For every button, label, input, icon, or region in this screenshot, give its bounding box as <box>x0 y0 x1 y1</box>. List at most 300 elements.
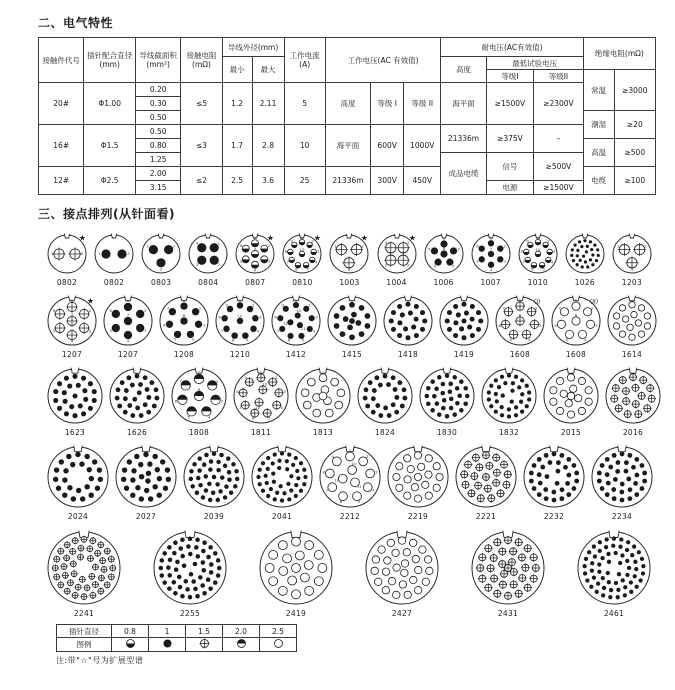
connector-1419 <box>436 290 492 359</box>
ins-val-hot: ≥500 <box>614 139 655 167</box>
pin-number: 2 <box>311 238 315 244</box>
keyway-notch <box>319 368 327 374</box>
pin-number: 3 <box>88 328 91 334</box>
ws-power: 电源 <box>486 181 533 195</box>
connector-2015 <box>540 362 602 437</box>
pin-number: 8 <box>197 387 201 393</box>
connector-1808 <box>168 362 230 437</box>
pin-number: 6 <box>109 308 112 314</box>
connector-2241 <box>44 525 124 618</box>
connector-label: 1415 <box>341 350 363 359</box>
pin-number: 10 <box>296 308 302 314</box>
pin-number: 2 <box>535 305 538 311</box>
pin-number: 3 <box>630 266 634 272</box>
pin-number: 4 <box>70 338 74 344</box>
legend-symbol-0.8 <box>112 638 149 652</box>
contact-arrangement-area <box>38 228 659 618</box>
legend-dia-5: 2.5 <box>260 625 297 638</box>
keyway-notch <box>349 296 356 301</box>
star-icon: ★ <box>267 233 275 243</box>
pin-number: 6 <box>251 415 255 421</box>
pin-number: 1 <box>259 369 263 375</box>
pin-number: 7 <box>220 328 224 334</box>
connector-label: 1003 <box>339 278 360 287</box>
connector-label: 1007 <box>480 278 501 287</box>
contact-row-4 <box>44 440 655 521</box>
connector-face <box>168 362 230 427</box>
pin-number: 7 <box>502 305 505 311</box>
legend-dia-2: 1 <box>149 625 186 638</box>
connector-1004 <box>374 228 420 287</box>
connector-face <box>326 228 372 277</box>
pin-number: 4 <box>315 259 318 265</box>
electrical-characteristics-table <box>38 37 656 195</box>
connector-face <box>256 525 336 608</box>
keyway-notch <box>461 296 468 301</box>
pin-number: 3 <box>552 248 556 254</box>
cell-cur-12: 25 <box>284 167 325 195</box>
pin-number: 5 <box>306 266 310 272</box>
connector-face <box>100 290 156 349</box>
pin-number: 6 <box>554 322 557 328</box>
cell-cur-20: 5 <box>284 83 325 125</box>
pin-number: 6 <box>287 337 291 343</box>
pin-diameter-legend-table <box>56 624 297 652</box>
pin-number: 1 <box>489 235 492 241</box>
connector-face <box>44 362 106 427</box>
pin-number: 2 <box>365 453 369 459</box>
keyway-notch <box>582 234 588 238</box>
star-icon: ★ <box>86 296 95 306</box>
keyway-notch <box>185 531 195 538</box>
ws-val-21336-1: ≥375V <box>486 125 533 153</box>
pin-number: 1 <box>294 297 298 303</box>
cell-area-16-3: 1.25 <box>135 153 180 167</box>
pin-number: 1 <box>98 251 101 257</box>
pin-number: 12 <box>334 477 340 483</box>
pin-number: 4 <box>207 414 211 420</box>
connector-face <box>156 290 212 349</box>
pin-number: 7 <box>325 487 329 493</box>
cell-area-20-1: 0.20 <box>135 83 180 97</box>
connector-2016 <box>602 362 664 437</box>
pin-number: 1 <box>126 298 130 304</box>
pin-number: 7 <box>489 246 492 252</box>
connector-face <box>452 440 520 511</box>
connector-2219 <box>384 440 452 521</box>
star-icon: ★ <box>78 233 86 243</box>
connector-1626 <box>106 362 168 437</box>
cell-dia-20: Φ1.00 <box>84 83 136 125</box>
keyway-notch <box>205 234 211 238</box>
pin-number: 7 <box>166 305 170 311</box>
pin-number: 8 <box>518 312 522 318</box>
pin-number: 6 <box>530 266 534 272</box>
pin-number: 11 <box>254 404 260 410</box>
pin-number: 2 <box>308 302 311 308</box>
connector-face <box>44 228 90 277</box>
connector-label: 1026 <box>574 278 595 287</box>
pin-number: 5 <box>357 499 361 505</box>
connector-2027 <box>112 440 180 521</box>
connector-label: 0802 <box>103 278 125 287</box>
pin-number: 8 <box>284 248 288 254</box>
pin-number: 4 <box>191 336 195 342</box>
connector-label: 2212 <box>339 512 361 521</box>
pin-number: 2 <box>217 261 221 267</box>
pin-number: 2 <box>144 308 147 314</box>
pin-number: 4 <box>371 487 375 493</box>
keyway-notch <box>64 234 70 238</box>
connector-1811 <box>230 362 292 437</box>
pin-number: 2 <box>127 251 130 257</box>
pin-number: 10 <box>299 247 305 253</box>
connector-label: 1210 <box>229 350 251 359</box>
ws-cable: 成品电缆 <box>441 153 486 195</box>
pin-number: 2 <box>252 302 255 308</box>
connector-label: 2241 <box>73 609 95 618</box>
pin-number: 1 <box>348 447 352 453</box>
pin-number: 1 <box>197 369 201 375</box>
keyway-notch <box>142 446 151 452</box>
connector-face <box>384 440 452 511</box>
connector-1832 <box>478 362 540 437</box>
pin-number: 2 <box>547 238 550 244</box>
pin-number: 7 <box>276 328 280 334</box>
pin-number: 5 <box>187 414 191 420</box>
cell-min-20: 1.2 <box>222 83 252 125</box>
connector-label: 2431 <box>497 609 519 618</box>
contact-row-5 <box>44 525 655 618</box>
section2-title: 二、电气特性 <box>38 16 114 30</box>
cell-area-12-2: 3.15 <box>135 181 180 195</box>
connector-label: 1418 <box>397 350 419 359</box>
pin-number: 8 <box>322 469 325 475</box>
wv-subheader-altitude: 高度 <box>325 83 370 125</box>
col-header-area: 导线截面积(mm²) <box>135 38 180 83</box>
connector-face <box>478 362 540 427</box>
connector-face <box>540 362 602 427</box>
wv-val-sea-2: 1000V <box>404 125 441 167</box>
connector-label: 2461 <box>603 609 625 618</box>
pin-number: 9 <box>244 374 247 380</box>
ins-val-humid: ≥20 <box>614 111 655 139</box>
pin-number: 6 <box>162 322 166 328</box>
subheader-test-grade2: 等级II <box>534 70 584 83</box>
connector-label: 1208 <box>173 350 195 359</box>
connector-face <box>248 440 316 511</box>
pin-number: 9 <box>225 302 228 308</box>
connector-label: 2219 <box>407 512 429 521</box>
pin-number: 7 <box>70 312 74 318</box>
connector-label: 2016 <box>622 428 644 437</box>
pin-number: 3 <box>315 314 318 320</box>
connector-label: 1824 <box>374 428 396 437</box>
pin-number: 2 <box>268 243 271 249</box>
variant-mark: (II) <box>589 298 599 306</box>
pin-number: 2 <box>591 305 594 311</box>
contact-row-2 <box>44 290 655 359</box>
ws-signal-val: ≥500V <box>534 153 584 181</box>
connector-label: 1010 <box>527 278 548 287</box>
keyway-notch <box>414 446 423 452</box>
pin-number: 2 <box>88 307 91 313</box>
pin-number: 7 <box>286 259 290 265</box>
connector-face <box>150 525 230 608</box>
legend-symbol-2.5 <box>260 638 297 652</box>
pin-number: 5 <box>240 259 243 265</box>
connector-face <box>268 290 324 349</box>
keyway-notch <box>111 234 117 238</box>
connector-label: 1419 <box>453 350 475 359</box>
subheader-altitude2: 高度 <box>441 57 486 83</box>
connector-face <box>230 362 292 427</box>
col-header-withstand-voltage: 耐电压(AC有效值) <box>441 38 583 57</box>
connector-1207 <box>100 290 156 359</box>
pin-number: 6 <box>174 398 178 404</box>
connector-label: 1004 <box>386 278 407 287</box>
pin-number: 6 <box>498 322 501 328</box>
pin-number: 6 <box>295 266 298 272</box>
contact-row-3 <box>44 362 655 437</box>
variant-mark: (I) <box>533 298 541 306</box>
connector-face <box>112 440 180 511</box>
wv-val-21336-2: 450V <box>404 167 441 195</box>
cell-code-12: 12# <box>39 167 84 195</box>
pin-number: 8 <box>574 312 578 318</box>
connector-0810 <box>279 228 325 287</box>
keyway-notch <box>381 368 389 374</box>
pin-number: 2 <box>275 374 278 380</box>
connector-label: 2232 <box>543 512 565 521</box>
pin-number: 3 <box>503 259 506 265</box>
keyway-notch <box>405 296 412 301</box>
connector-label: 2015 <box>560 428 582 437</box>
connector-1026 <box>562 228 608 287</box>
legend-symbol-1 <box>149 638 186 652</box>
connector-2427 <box>362 525 442 618</box>
ins-key-normal: 常温 <box>583 70 614 111</box>
connector-label: 1811 <box>250 428 272 437</box>
col-header-dia: 插针配合直径(mm) <box>84 38 136 83</box>
pin-number: 3 <box>159 266 163 272</box>
connector-label: 1623 <box>64 428 86 437</box>
pin-number: 4 <box>312 328 316 334</box>
pin-number: 1 <box>146 243 150 249</box>
pin-number: 1 <box>518 297 522 303</box>
star-icon: ★ <box>361 233 369 243</box>
connector-label: 1207 <box>61 350 83 359</box>
pin-number: 10 <box>262 381 268 387</box>
pin-number: 2 <box>406 262 409 268</box>
connector-face <box>436 290 492 349</box>
pin-number: 5 <box>173 336 177 342</box>
connector-label: 2255 <box>179 609 201 618</box>
pin-number: 4 <box>196 240 199 246</box>
pin-number: 1 <box>574 297 578 303</box>
wv-subheader-grade2: 等级 II <box>404 83 441 125</box>
wv-val-21336-1: 300V <box>371 167 404 195</box>
ins-key-humid: 潮湿 <box>583 111 614 139</box>
connector-label: 1832 <box>498 428 520 437</box>
pin-number: 5 <box>542 266 545 272</box>
pin-number: 10 <box>535 247 541 253</box>
pin-number: 12 <box>283 320 289 326</box>
pin-number: 3 <box>283 389 286 395</box>
connector-0802 <box>91 228 137 287</box>
pin-number: 7 <box>558 305 561 311</box>
cell-area-20-3: 0.50 <box>135 111 180 125</box>
connector-1608-8 <box>492 290 548 359</box>
cell-res-16: ≤3 <box>181 125 222 167</box>
pin-number: 2 <box>503 243 506 249</box>
ins-key-hot: 高温 <box>583 139 614 167</box>
connector-face <box>185 228 231 277</box>
subheader-min: 最小 <box>222 57 252 83</box>
legend-symbol-2.0 <box>223 638 260 652</box>
legend-dia-4: 2.0 <box>223 625 260 638</box>
pin-number: 8 <box>218 314 221 320</box>
pin-number: 1 <box>254 235 257 241</box>
connector-1830 <box>416 362 478 437</box>
keyway-notch <box>629 234 635 238</box>
pin-number: 3 <box>539 322 542 328</box>
pin-number: 1 <box>50 251 54 257</box>
connector-1010 <box>515 228 561 287</box>
connector-1003 <box>326 228 372 287</box>
legend-dia-3: 1.5 <box>186 625 223 638</box>
connector-label: 1608 <box>565 350 587 359</box>
connector-face <box>468 228 514 277</box>
connector-label: 0802 <box>56 278 78 287</box>
connector-label: 2039 <box>203 512 225 521</box>
ws-alt-21336: 21336m <box>441 125 486 153</box>
keyway-notch <box>347 234 353 238</box>
pin-number: 7 <box>522 259 525 265</box>
connector-2255 <box>150 525 230 618</box>
connector-face <box>468 525 548 608</box>
connector-2419 <box>256 525 336 618</box>
keyway-notch <box>550 446 559 452</box>
keyway-notch <box>505 368 513 374</box>
pin-number: 3 <box>348 266 351 272</box>
legend-dia-1: 0.8 <box>112 625 149 638</box>
connector-1824 <box>354 362 416 437</box>
half-pin-symbol-icon <box>125 638 136 649</box>
keyway-notch <box>567 368 575 374</box>
pin-number: 3 <box>268 259 271 265</box>
connector-2234 <box>588 440 656 521</box>
col-header-working-voltage: 工作电压(AC 有效值) <box>325 38 441 83</box>
pin-number: 4 <box>489 266 492 272</box>
connector-face <box>44 290 100 349</box>
open-pin-symbol-icon <box>273 638 284 649</box>
connector-face <box>44 525 124 608</box>
connector-label: 1813 <box>312 428 334 437</box>
pin-number: 2 <box>198 305 202 311</box>
pin-number: 5 <box>109 328 112 334</box>
pin-number: 1 <box>334 243 338 249</box>
connector-label: 1808 <box>188 428 210 437</box>
pin-number: 4 <box>550 259 554 265</box>
connector-face <box>316 440 384 511</box>
pin-number: 4 <box>433 263 436 269</box>
filled-pin-symbol-icon <box>162 638 173 649</box>
pin-number: 8 <box>520 248 523 254</box>
connector-label: 1412 <box>285 350 307 359</box>
connector-face <box>421 228 467 277</box>
connector-label: 0803 <box>151 278 172 287</box>
cell-max-20: 2.11 <box>252 83 284 125</box>
pin-number: 8 <box>274 314 277 320</box>
connector-2024 <box>44 440 112 521</box>
pin-number: 1 <box>617 243 620 249</box>
pin-number: 5 <box>565 336 569 342</box>
col-header-code: 接触件代号 <box>39 38 84 83</box>
pin-number: 3 <box>196 261 199 267</box>
half2-pin-symbol-icon <box>236 638 247 649</box>
pin-number: 10 <box>237 313 243 319</box>
connector-face <box>44 440 112 511</box>
keyway-notch <box>618 446 627 452</box>
connector-label: 1006 <box>433 278 454 287</box>
ins-val-normal: ≥3000 <box>614 70 655 111</box>
pin-number: 3 <box>202 322 206 328</box>
pin-number: 1 <box>238 297 242 303</box>
ws-val-sea-2: ≥2300V <box>534 83 584 125</box>
pin-number: 3 <box>220 398 224 404</box>
connector-face <box>604 290 660 349</box>
pin-number: 5 <box>245 337 249 343</box>
pin-number: 6 <box>240 243 243 249</box>
pin-number: 6 <box>339 499 343 505</box>
keyway-notch <box>71 368 79 374</box>
pin-number: 5 <box>53 328 56 334</box>
pin-number: 6 <box>475 243 479 249</box>
connector-label: 1830 <box>436 428 458 437</box>
cell-cur-16: 10 <box>284 125 325 167</box>
ws-signal: 信号 <box>486 153 533 181</box>
connector-face <box>574 525 654 608</box>
cell-max-16: 2.8 <box>252 125 284 167</box>
pin-number: 7 <box>254 246 257 252</box>
connector-1608-8 <box>548 290 604 359</box>
connector-label: 2234 <box>611 512 633 521</box>
connector-2221 <box>452 440 520 521</box>
pin-number: 6 <box>442 246 445 252</box>
pin-number: 6 <box>53 307 56 313</box>
connector-1007 <box>468 228 514 287</box>
connector-label: 1614 <box>621 350 643 359</box>
legend-symbol-label: 图例 <box>57 638 112 652</box>
pin-number: 4 <box>256 328 260 334</box>
cell-code-16: 16# <box>39 125 84 167</box>
pin-number: 11 <box>300 325 306 331</box>
connector-1006 <box>421 228 467 287</box>
cell-area-16-2: 0.80 <box>135 139 180 153</box>
keyway-notch <box>210 446 219 452</box>
wv-val-sea-1: 600V <box>371 125 404 167</box>
connector-label: 1626 <box>126 428 148 437</box>
pin-number: 5 <box>475 259 479 265</box>
connector-face <box>354 362 416 427</box>
keyway-notch <box>133 368 141 374</box>
footnote: 注:带"☆"号为扩展型谱 <box>56 656 144 665</box>
connector-label: 1608 <box>509 350 531 359</box>
connector-1623 <box>44 362 106 437</box>
connector-face <box>380 290 436 349</box>
connector-0802 <box>44 228 90 287</box>
